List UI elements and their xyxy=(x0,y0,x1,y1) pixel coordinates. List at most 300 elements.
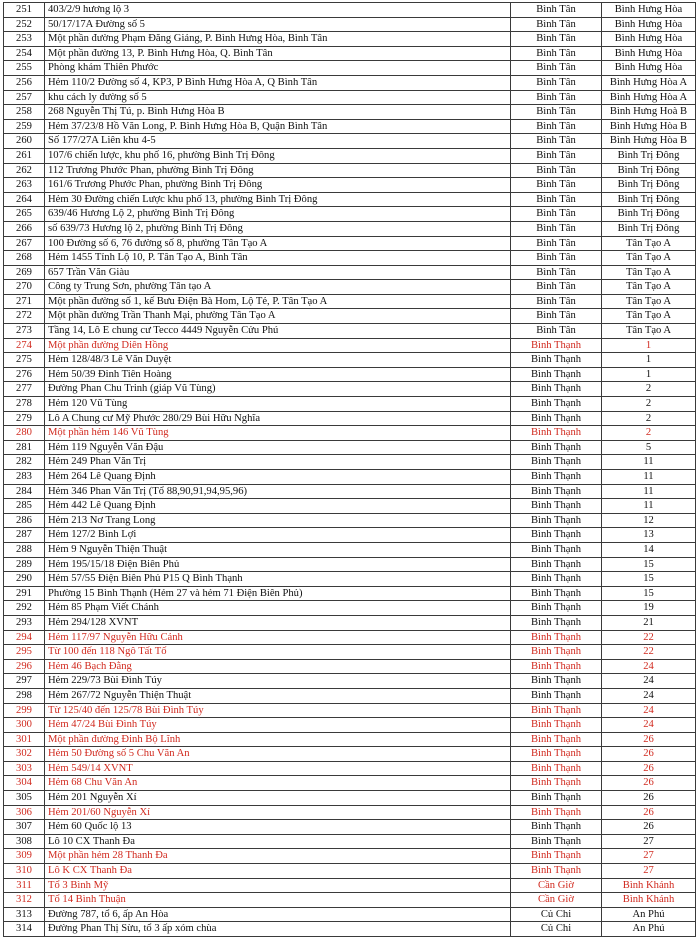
ward-cell: 14 xyxy=(602,542,696,557)
table-row xyxy=(4,221,696,236)
district-cell: Bình Thạnh xyxy=(511,411,602,426)
row-number: 260 xyxy=(4,134,45,149)
district-cell: Bình Thạnh xyxy=(511,776,602,791)
row-number: 276 xyxy=(4,367,45,382)
address-cell: khu cách ly đường số 5 xyxy=(45,90,511,105)
address-cell: 657 Trần Văn Giàu xyxy=(45,265,511,280)
address-cell: Hẻm 47/24 Bùi Đình Túy xyxy=(45,718,511,733)
ward-cell: 21 xyxy=(602,615,696,630)
table-row xyxy=(4,849,696,864)
table-row xyxy=(4,440,696,455)
district-cell: Bình Tân xyxy=(511,90,602,105)
address-cell: Một phần đường Phạm Đăng Giảng, P. Bình Hưng Hòa, Bình Tân xyxy=(45,32,511,47)
table-row xyxy=(4,893,696,908)
ward-cell: 13 xyxy=(602,528,696,543)
district-cell: Bình Tân xyxy=(511,265,602,280)
address-cell: Hẻm 50 Đường số 5 Chu Văn An xyxy=(45,747,511,762)
row-number: 297 xyxy=(4,674,45,689)
table-row xyxy=(4,105,696,120)
table-row xyxy=(4,3,696,18)
district-cell: Bình Thạnh xyxy=(511,864,602,879)
district-cell: Bình Tân xyxy=(511,61,602,76)
row-number: 294 xyxy=(4,630,45,645)
ward-cell: Bình Hưng Hòa xyxy=(602,17,696,32)
ward-cell: 15 xyxy=(602,586,696,601)
table-row xyxy=(4,805,696,820)
ward-cell: 24 xyxy=(602,674,696,689)
table-row xyxy=(4,499,696,514)
row-number: 289 xyxy=(4,557,45,572)
address-cell: Hẻm 549/14 XVNT xyxy=(45,761,511,776)
table-row xyxy=(4,747,696,762)
ward-cell: 24 xyxy=(602,718,696,733)
table-row xyxy=(4,119,696,134)
district-cell: Bình Thạnh xyxy=(511,338,602,353)
table-row xyxy=(4,615,696,630)
district-cell: Bình Thạnh xyxy=(511,747,602,762)
ward-cell: Bình Hưng Hòa xyxy=(602,32,696,47)
ward-cell: 15 xyxy=(602,572,696,587)
district-cell: Bình Thạnh xyxy=(511,630,602,645)
address-cell: Hẻm 46 Bạch Đằng xyxy=(45,659,511,674)
district-cell: Bình Tân xyxy=(511,46,602,61)
ward-cell: 26 xyxy=(602,820,696,835)
district-cell: Bình Thạnh xyxy=(511,557,602,572)
district-cell: Bình Tân xyxy=(511,236,602,251)
table-row xyxy=(4,820,696,835)
district-cell: Bình Thạnh xyxy=(511,528,602,543)
address-cell: Tổ 14 Bình Thuận xyxy=(45,893,511,908)
address-cell: 107/6 chiến lược, khu phố 16, phường Bình Trị Đông xyxy=(45,148,511,163)
address-cell: Hẻm 120 Vũ Tùng xyxy=(45,397,511,412)
address-cell: Một phần đường Đinh Bộ Lĩnh xyxy=(45,732,511,747)
table-row xyxy=(4,878,696,893)
ward-cell: Bình Hưng Hòa xyxy=(602,3,696,18)
table-row xyxy=(4,134,696,149)
address-cell: Đường Phan Chu Trinh (giáp Vũ Tùng) xyxy=(45,382,511,397)
row-number: 274 xyxy=(4,338,45,353)
row-number: 310 xyxy=(4,864,45,879)
ward-cell: Bình Trị Đông xyxy=(602,221,696,236)
district-cell: Bình Tân xyxy=(511,309,602,324)
row-number: 286 xyxy=(4,513,45,528)
ward-cell: Bình Trị Đông xyxy=(602,192,696,207)
address-table xyxy=(3,2,696,937)
row-number: 259 xyxy=(4,119,45,134)
district-cell: Bình Tân xyxy=(511,134,602,149)
row-number: 251 xyxy=(4,3,45,18)
row-number: 295 xyxy=(4,645,45,660)
district-cell: Bình Thạnh xyxy=(511,688,602,703)
ward-cell: Bình Trị Đông xyxy=(602,163,696,178)
address-cell: Hẻm 60 Quốc lộ 13 xyxy=(45,820,511,835)
district-cell: Bình Tân xyxy=(511,324,602,339)
address-cell: Hẻm 50/39 Đinh Tiên Hoàng xyxy=(45,367,511,382)
ward-cell: Bình Hưng Hòa B xyxy=(602,119,696,134)
table-row xyxy=(4,207,696,222)
address-cell: Một phần đường Diên Hồng xyxy=(45,338,511,353)
table-row xyxy=(4,513,696,528)
district-cell: Bình Thạnh xyxy=(511,353,602,368)
table-row xyxy=(4,75,696,90)
row-number: 280 xyxy=(4,426,45,441)
row-number: 256 xyxy=(4,75,45,90)
ward-cell: Bình Hưng Hòa A xyxy=(602,75,696,90)
district-cell: Bình Thạnh xyxy=(511,426,602,441)
table-row xyxy=(4,455,696,470)
ward-cell: 26 xyxy=(602,761,696,776)
district-cell: Bình Thạnh xyxy=(511,659,602,674)
address-cell: Số 177/27A Liên khu 4-5 xyxy=(45,134,511,149)
district-cell: Bình Thạnh xyxy=(511,542,602,557)
address-cell: Hẻm 294/128 XVNT xyxy=(45,615,511,630)
ward-cell: 27 xyxy=(602,849,696,864)
table-row xyxy=(4,90,696,105)
table-row xyxy=(4,163,696,178)
row-number: 292 xyxy=(4,601,45,616)
district-cell: Bình Thạnh xyxy=(511,761,602,776)
district-cell: Bình Tân xyxy=(511,3,602,18)
address-cell: Hẻm 117/97 Nguyễn Hữu Cảnh xyxy=(45,630,511,645)
district-cell: Bình Thạnh xyxy=(511,820,602,835)
row-number: 300 xyxy=(4,718,45,733)
address-cell: Một phần đường 13, P. Bình Hưng Hòa, Q. Bình Tân xyxy=(45,46,511,61)
district-cell: Bình Thạnh xyxy=(511,805,602,820)
district-cell: Bình Thạnh xyxy=(511,513,602,528)
row-number: 288 xyxy=(4,542,45,557)
address-cell: Hẻm 195/15/18 Điện Biên Phủ xyxy=(45,557,511,572)
address-cell: Hẻm 110/2 Đường số 4, KP3, P Bình Hưng Hòa A, Q Bình Tân xyxy=(45,75,511,90)
address-cell: 100 Đường số 6, 76 đường số 8, phường Tân Tạo A xyxy=(45,236,511,251)
row-number: 279 xyxy=(4,411,45,426)
address-cell: 639/46 Hương Lộ 2, phường Bình Trị Đông xyxy=(45,207,511,222)
district-cell: Bình Thạnh xyxy=(511,367,602,382)
ward-cell: Tân Tạo A xyxy=(602,309,696,324)
table-row xyxy=(4,397,696,412)
district-cell: Bình Tân xyxy=(511,251,602,266)
table-row xyxy=(4,791,696,806)
district-cell: Bình Thạnh xyxy=(511,484,602,499)
row-number: 268 xyxy=(4,251,45,266)
table-row xyxy=(4,426,696,441)
ward-cell: 1 xyxy=(602,338,696,353)
address-cell: Hẻm 9 Nguyễn Thiện Thuật xyxy=(45,542,511,557)
row-number: 298 xyxy=(4,688,45,703)
address-cell: Hẻm 127/2 Bình Lợi xyxy=(45,528,511,543)
address-cell: Một phần đường số 1, kế Bưu Điện Bà Hom, Lộ Tẻ, P. Tân Tạo A xyxy=(45,294,511,309)
row-number: 265 xyxy=(4,207,45,222)
row-number: 307 xyxy=(4,820,45,835)
address-cell: Công ty Trung Sơn, phường Tân tạo A xyxy=(45,280,511,295)
ward-cell: 19 xyxy=(602,601,696,616)
ward-cell: Tân Tạo A xyxy=(602,280,696,295)
district-cell: Bình Thạnh xyxy=(511,703,602,718)
ward-cell: 11 xyxy=(602,484,696,499)
table-row xyxy=(4,922,696,937)
address-cell: Phòng khám Thiên Phước xyxy=(45,61,511,76)
district-cell: Bình Thạnh xyxy=(511,572,602,587)
address-cell: số 639/73 Hương lộ 2, phường Bình Trị Đông xyxy=(45,221,511,236)
ward-cell: 2 xyxy=(602,397,696,412)
district-cell: Bình Thạnh xyxy=(511,382,602,397)
district-cell: Bình Tân xyxy=(511,17,602,32)
ward-cell: 11 xyxy=(602,455,696,470)
row-number: 262 xyxy=(4,163,45,178)
row-number: 272 xyxy=(4,309,45,324)
table-row xyxy=(4,324,696,339)
district-cell: Bình Tân xyxy=(511,119,602,134)
address-cell: 268 Nguyễn Thị Tú, p. Bình Hưng Hòa B xyxy=(45,105,511,120)
row-number: 306 xyxy=(4,805,45,820)
address-cell: Lô A Chung cư Mỹ Phước 280/29 Bùi Hữu Nghĩa xyxy=(45,411,511,426)
ward-cell: An Phú xyxy=(602,907,696,922)
district-cell: Bình Tân xyxy=(511,207,602,222)
table-row xyxy=(4,192,696,207)
table-row xyxy=(4,601,696,616)
district-cell: Bình Thạnh xyxy=(511,834,602,849)
address-cell: Hẻm 229/73 Bùi Đình Túy xyxy=(45,674,511,689)
row-number: 302 xyxy=(4,747,45,762)
address-cell: Tổ 3 Bình Mỹ xyxy=(45,878,511,893)
ward-cell: 2 xyxy=(602,382,696,397)
district-cell: Bình Tân xyxy=(511,178,602,193)
district-cell: Bình Thạnh xyxy=(511,674,602,689)
district-cell: Bình Tân xyxy=(511,105,602,120)
table-row xyxy=(4,542,696,557)
address-cell: Một phần hẻm 28 Thanh Đa xyxy=(45,849,511,864)
ward-cell: Bình Trị Đông xyxy=(602,178,696,193)
row-number: 309 xyxy=(4,849,45,864)
ward-cell: 27 xyxy=(602,864,696,879)
table-row xyxy=(4,148,696,163)
table-row xyxy=(4,864,696,879)
table-row xyxy=(4,761,696,776)
ward-cell: Tân Tạo A xyxy=(602,251,696,266)
district-cell: Bình Tân xyxy=(511,148,602,163)
row-number: 267 xyxy=(4,236,45,251)
row-number: 285 xyxy=(4,499,45,514)
ward-cell: 12 xyxy=(602,513,696,528)
row-number: 308 xyxy=(4,834,45,849)
ward-cell: 24 xyxy=(602,659,696,674)
ward-cell: Bình Hưng Hoà B xyxy=(602,105,696,120)
address-cell: Từ 125/40 đến 125/78 Bùi Đình Túy xyxy=(45,703,511,718)
address-cell: Hẻm 249 Phan Văn Trị xyxy=(45,455,511,470)
address-cell: Một phần hẻm 146 Vũ Tùng xyxy=(45,426,511,441)
district-cell: Bình Thạnh xyxy=(511,732,602,747)
address-cell: Hẻm 128/48/3 Lê Văn Duyệt xyxy=(45,353,511,368)
ward-cell: 26 xyxy=(602,791,696,806)
address-cell: Hẻm 68 Chu Văn An xyxy=(45,776,511,791)
address-cell: Hẻm 213 Nơ Trang Long xyxy=(45,513,511,528)
table-row xyxy=(4,528,696,543)
district-cell: Bình Thạnh xyxy=(511,455,602,470)
ward-cell: Bình Trị Đông xyxy=(602,148,696,163)
district-cell: Bình Thạnh xyxy=(511,849,602,864)
table-row xyxy=(4,411,696,426)
ward-cell: 1 xyxy=(602,353,696,368)
address-cell: Hẻm 442 Lê Quang Định xyxy=(45,499,511,514)
row-number: 277 xyxy=(4,382,45,397)
table-row xyxy=(4,178,696,193)
address-cell: Hẻm 85 Phạm Viết Chánh xyxy=(45,601,511,616)
address-cell: 403/2/9 hương lộ 3 xyxy=(45,3,511,18)
district-cell: Bình Tân xyxy=(511,75,602,90)
district-cell: Bình Tân xyxy=(511,163,602,178)
ward-cell: 24 xyxy=(602,688,696,703)
table-row xyxy=(4,674,696,689)
district-cell: Bình Thạnh xyxy=(511,499,602,514)
row-number: 311 xyxy=(4,878,45,893)
row-number: 281 xyxy=(4,440,45,455)
table-row xyxy=(4,557,696,572)
address-cell: Hẻm 37/23/8 Hồ Văn Long, P. Bình Hưng Hòa B, Quận Bình Tân xyxy=(45,119,511,134)
ward-cell: 22 xyxy=(602,630,696,645)
table-row xyxy=(4,732,696,747)
ward-cell: 22 xyxy=(602,645,696,660)
address-cell: Hẻm 57/55 Điện Biên Phủ P15 Q Bình Thạnh xyxy=(45,572,511,587)
table-row xyxy=(4,338,696,353)
ward-cell: 26 xyxy=(602,776,696,791)
ward-cell: Bình Khánh xyxy=(602,878,696,893)
table-row xyxy=(4,834,696,849)
table-row xyxy=(4,688,696,703)
ward-cell: Bình Hưng Hòa A xyxy=(602,90,696,105)
row-number: 258 xyxy=(4,105,45,120)
row-number: 290 xyxy=(4,572,45,587)
address-cell: Hẻm 201 Nguyễn Xí xyxy=(45,791,511,806)
ward-cell: Bình Hưng Hòa xyxy=(602,61,696,76)
ward-cell: 5 xyxy=(602,440,696,455)
ward-cell: Tân Tạo A xyxy=(602,265,696,280)
district-cell: Bình Tân xyxy=(511,32,602,47)
table-row xyxy=(4,61,696,76)
table-row xyxy=(4,659,696,674)
ward-cell: Bình Trị Đông xyxy=(602,207,696,222)
row-number: 257 xyxy=(4,90,45,105)
row-number: 314 xyxy=(4,922,45,937)
table-row xyxy=(4,484,696,499)
table-row xyxy=(4,470,696,485)
address-cell: Lô 10 CX Thanh Đa xyxy=(45,834,511,849)
table-row xyxy=(4,645,696,660)
address-cell: Hẻm 201/60 Nguyễn Xí xyxy=(45,805,511,820)
row-number: 287 xyxy=(4,528,45,543)
address-table-body xyxy=(4,3,696,937)
row-number: 301 xyxy=(4,732,45,747)
table-row xyxy=(4,280,696,295)
table-row xyxy=(4,236,696,251)
ward-cell: Tân Tạo A xyxy=(602,294,696,309)
district-cell: Củ Chi xyxy=(511,922,602,937)
district-cell: Bình Thạnh xyxy=(511,645,602,660)
table-row xyxy=(4,251,696,266)
address-cell: Một phần đường Trần Thanh Mại, phường Tân Tạo A xyxy=(45,309,511,324)
address-cell: Lô K CX Thanh Đa xyxy=(45,864,511,879)
table-row xyxy=(4,265,696,280)
row-number: 278 xyxy=(4,397,45,412)
row-number: 271 xyxy=(4,294,45,309)
district-cell: Bình Thạnh xyxy=(511,440,602,455)
address-cell: Từ 100 đến 118 Ngô Tất Tố xyxy=(45,645,511,660)
table-row xyxy=(4,32,696,47)
district-cell: Bình Tân xyxy=(511,294,602,309)
row-number: 273 xyxy=(4,324,45,339)
table-row xyxy=(4,382,696,397)
row-number: 269 xyxy=(4,265,45,280)
table-row xyxy=(4,718,696,733)
row-number: 282 xyxy=(4,455,45,470)
table-row xyxy=(4,309,696,324)
address-cell: Hẻm 346 Phan Văn Trị (Tổ 88,90,91,94,95,96) xyxy=(45,484,511,499)
row-number: 304 xyxy=(4,776,45,791)
district-cell: Bình Thạnh xyxy=(511,601,602,616)
table-row xyxy=(4,630,696,645)
address-cell: Hẻm 119 Nguyễn Văn Đậu xyxy=(45,440,511,455)
table-row xyxy=(4,703,696,718)
table-row xyxy=(4,46,696,61)
address-cell: 112 Trương Phước Phan, phường Bình Trị Đông xyxy=(45,163,511,178)
ward-cell: An Phú xyxy=(602,922,696,937)
row-number: 283 xyxy=(4,470,45,485)
row-number: 255 xyxy=(4,61,45,76)
district-cell: Bình Thạnh xyxy=(511,397,602,412)
ward-cell: 2 xyxy=(602,411,696,426)
row-number: 266 xyxy=(4,221,45,236)
table-row xyxy=(4,776,696,791)
ward-cell: 2 xyxy=(602,426,696,441)
district-cell: Bình Thạnh xyxy=(511,470,602,485)
row-number: 284 xyxy=(4,484,45,499)
address-cell: Hẻm 264 Lê Quang Định xyxy=(45,470,511,485)
district-cell: Bình Thạnh xyxy=(511,718,602,733)
district-cell: Củ Chi xyxy=(511,907,602,922)
table-row xyxy=(4,353,696,368)
row-number: 299 xyxy=(4,703,45,718)
district-cell: Cần Giờ xyxy=(511,878,602,893)
district-cell: Cần Giờ xyxy=(511,893,602,908)
district-cell: Bình Tân xyxy=(511,221,602,236)
row-number: 253 xyxy=(4,32,45,47)
row-number: 293 xyxy=(4,615,45,630)
address-cell: Hẻm 267/72 Nguyễn Thiện Thuật xyxy=(45,688,511,703)
row-number: 261 xyxy=(4,148,45,163)
row-number: 313 xyxy=(4,907,45,922)
ward-cell: 26 xyxy=(602,747,696,762)
address-cell: 50/17/17A Đường số 5 xyxy=(45,17,511,32)
table-row xyxy=(4,586,696,601)
row-number: 303 xyxy=(4,761,45,776)
district-cell: Bình Thạnh xyxy=(511,791,602,806)
table-row xyxy=(4,17,696,32)
row-number: 264 xyxy=(4,192,45,207)
ward-cell: Bình Hưng Hòa xyxy=(602,46,696,61)
row-number: 291 xyxy=(4,586,45,601)
row-number: 263 xyxy=(4,178,45,193)
ward-cell: 26 xyxy=(602,805,696,820)
address-cell: Đường Phan Thị Sừu, tổ 3 ấp xóm chùa xyxy=(45,922,511,937)
table-row xyxy=(4,367,696,382)
row-number: 312 xyxy=(4,893,45,908)
table-row xyxy=(4,907,696,922)
ward-cell: 27 xyxy=(602,834,696,849)
row-number: 270 xyxy=(4,280,45,295)
address-cell: Hẻm 1455 Tỉnh Lộ 10, P. Tân Tạo A, Bình Tân xyxy=(45,251,511,266)
ward-cell: 15 xyxy=(602,557,696,572)
ward-cell: Bình Khánh xyxy=(602,893,696,908)
row-number: 305 xyxy=(4,791,45,806)
row-number: 296 xyxy=(4,659,45,674)
